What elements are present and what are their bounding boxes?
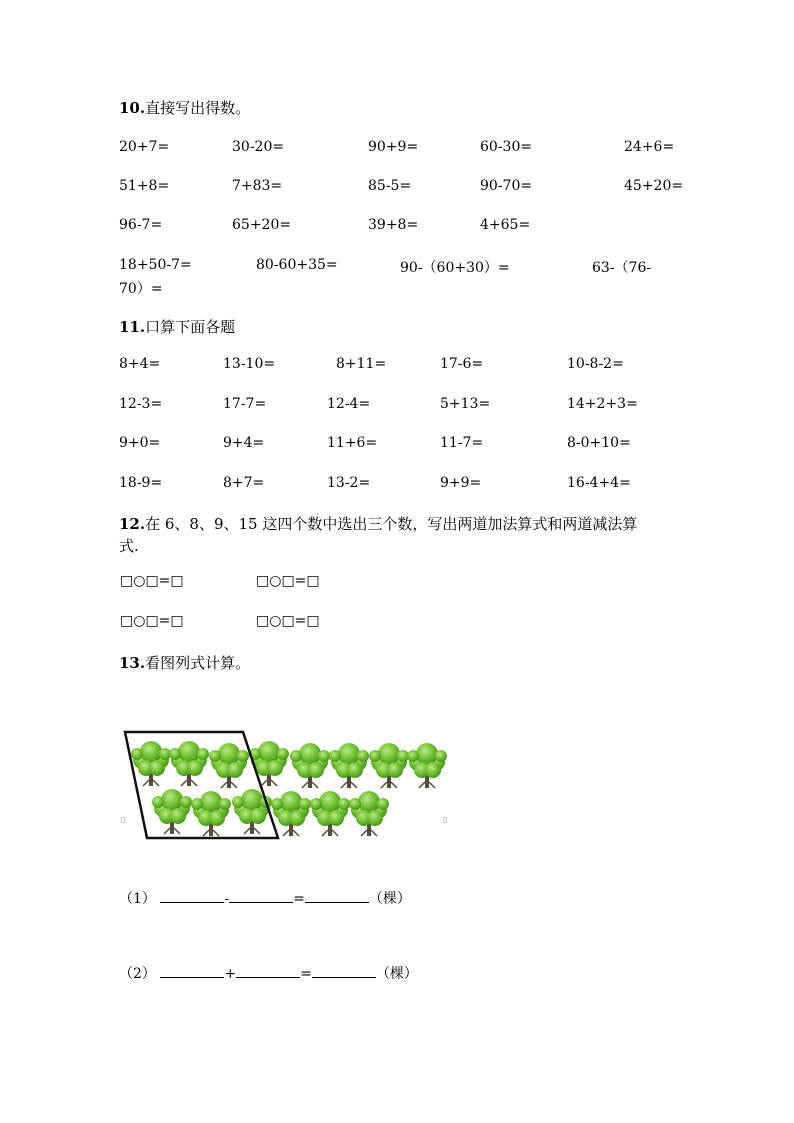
answer-blank[interactable] xyxy=(236,965,300,978)
q11-item: 17-6= xyxy=(440,356,484,372)
q11-item: 13-10= xyxy=(223,356,276,372)
q10-row-2 xyxy=(0,178,794,198)
q11-item: 8+4= xyxy=(119,356,161,372)
q13-title-text: 看图列式计算。 xyxy=(145,654,251,672)
q10-item: 45+20= xyxy=(624,178,684,194)
q10-title xyxy=(119,97,250,118)
unit-label: （棵） xyxy=(368,891,411,907)
q11-item: 18-9= xyxy=(119,475,163,491)
q11-item: 12-4= xyxy=(327,396,371,412)
q10-item: 90-（60+30）= xyxy=(400,260,510,276)
svg-text:▯: ▯ xyxy=(443,815,448,824)
q12-title-wrap: 式. xyxy=(119,537,139,555)
q10-item: 90+9= xyxy=(368,139,419,155)
svg-text:▯: ▯ xyxy=(121,815,126,824)
q10-item: 80-60+35= xyxy=(256,257,338,273)
q12-number: 12. xyxy=(119,515,146,533)
q11-item: 8+11= xyxy=(336,356,387,372)
answer-label: （1） xyxy=(119,891,156,907)
formula-blank[interactable]: □○□=□ xyxy=(256,573,320,589)
q10-row-3 xyxy=(0,217,794,237)
q13-title xyxy=(119,652,250,673)
q10-item: 85-5= xyxy=(368,178,412,194)
answer-blank[interactable] xyxy=(229,890,293,903)
answer-label: （2） xyxy=(119,966,156,982)
tree-grid-icon xyxy=(121,726,449,846)
q10-item: 60-30= xyxy=(480,139,533,155)
unit-label: （棵） xyxy=(375,966,418,982)
q10-item: 96-7= xyxy=(119,217,163,233)
q10-item: 65+20= xyxy=(232,217,292,233)
q11-item: 9+9= xyxy=(440,475,482,491)
q10-number: 10. xyxy=(119,99,146,117)
q11-item: 12-3= xyxy=(119,396,163,412)
q10-item: 20+7= xyxy=(119,139,170,155)
q11-item: 8-0+10= xyxy=(567,435,631,451)
q10-item: 39+8= xyxy=(368,217,419,233)
operator: - xyxy=(224,891,230,907)
q13-answer-line-1 xyxy=(119,888,411,908)
formula-blank[interactable]: □○□=□ xyxy=(120,573,184,589)
q11-row-2 xyxy=(0,396,794,416)
q11-row-4 xyxy=(0,475,794,495)
q10-item: 63-（76- xyxy=(592,260,652,276)
q11-item: 11+6= xyxy=(327,435,378,451)
q10-item: 18+50-7= xyxy=(119,257,192,273)
q13-number: 13. xyxy=(119,654,146,672)
q11-item: 13-2= xyxy=(327,475,371,491)
answer-blank[interactable] xyxy=(305,890,369,903)
q10-item: 30-20= xyxy=(232,139,285,155)
q11-item: 10-8-2= xyxy=(567,356,624,372)
q10-item: 7+83= xyxy=(232,178,283,194)
equals: = xyxy=(293,891,305,907)
formula-blank[interactable]: □○□=□ xyxy=(256,613,320,629)
formula-blank[interactable]: □○□=□ xyxy=(120,613,184,629)
q10-row-4 xyxy=(0,257,794,277)
q11-item: 17-7= xyxy=(223,396,267,412)
q10-title-text: 直接写出得数。 xyxy=(145,99,251,117)
q11-title xyxy=(119,316,235,337)
q10-row-4-wrap xyxy=(0,278,794,298)
q10-item-wrap: 70）= xyxy=(119,281,163,297)
answer-blank[interactable] xyxy=(160,965,224,978)
q11-item: 8+7= xyxy=(223,475,265,491)
q10-row-1 xyxy=(0,139,794,159)
q12-formula-row-2 xyxy=(0,613,794,633)
q11-number: 11. xyxy=(119,318,146,336)
q11-item: 11-7= xyxy=(440,435,484,451)
equals: = xyxy=(300,966,312,982)
q12-title xyxy=(119,513,637,534)
q11-item: 5+13= xyxy=(440,396,491,412)
q10-item: 24+6= xyxy=(624,139,675,155)
q12-formula-row-1 xyxy=(0,573,794,593)
q13-answer-line-2 xyxy=(119,963,418,983)
q11-row-1 xyxy=(0,356,794,376)
q10-item: 90-70= xyxy=(480,178,533,194)
q11-item: 14+2+3= xyxy=(567,396,638,412)
q10-item: 51+8= xyxy=(119,178,170,194)
answer-blank[interactable] xyxy=(160,890,224,903)
q11-row-3 xyxy=(0,435,794,455)
q11-item: 16-4+4= xyxy=(567,475,631,491)
q11-title-text: 口算下面各题 xyxy=(145,318,236,336)
answer-blank[interactable] xyxy=(312,965,376,978)
operator: + xyxy=(224,966,237,982)
q10-item: 4+65= xyxy=(480,217,531,233)
q11-item: 9+4= xyxy=(223,435,265,451)
q12-title-text: 在 6、8、9、15 这四个数中选出三个数，写出两道加法算式和两道减法算 xyxy=(145,515,638,533)
q11-item: 9+0= xyxy=(119,435,161,451)
